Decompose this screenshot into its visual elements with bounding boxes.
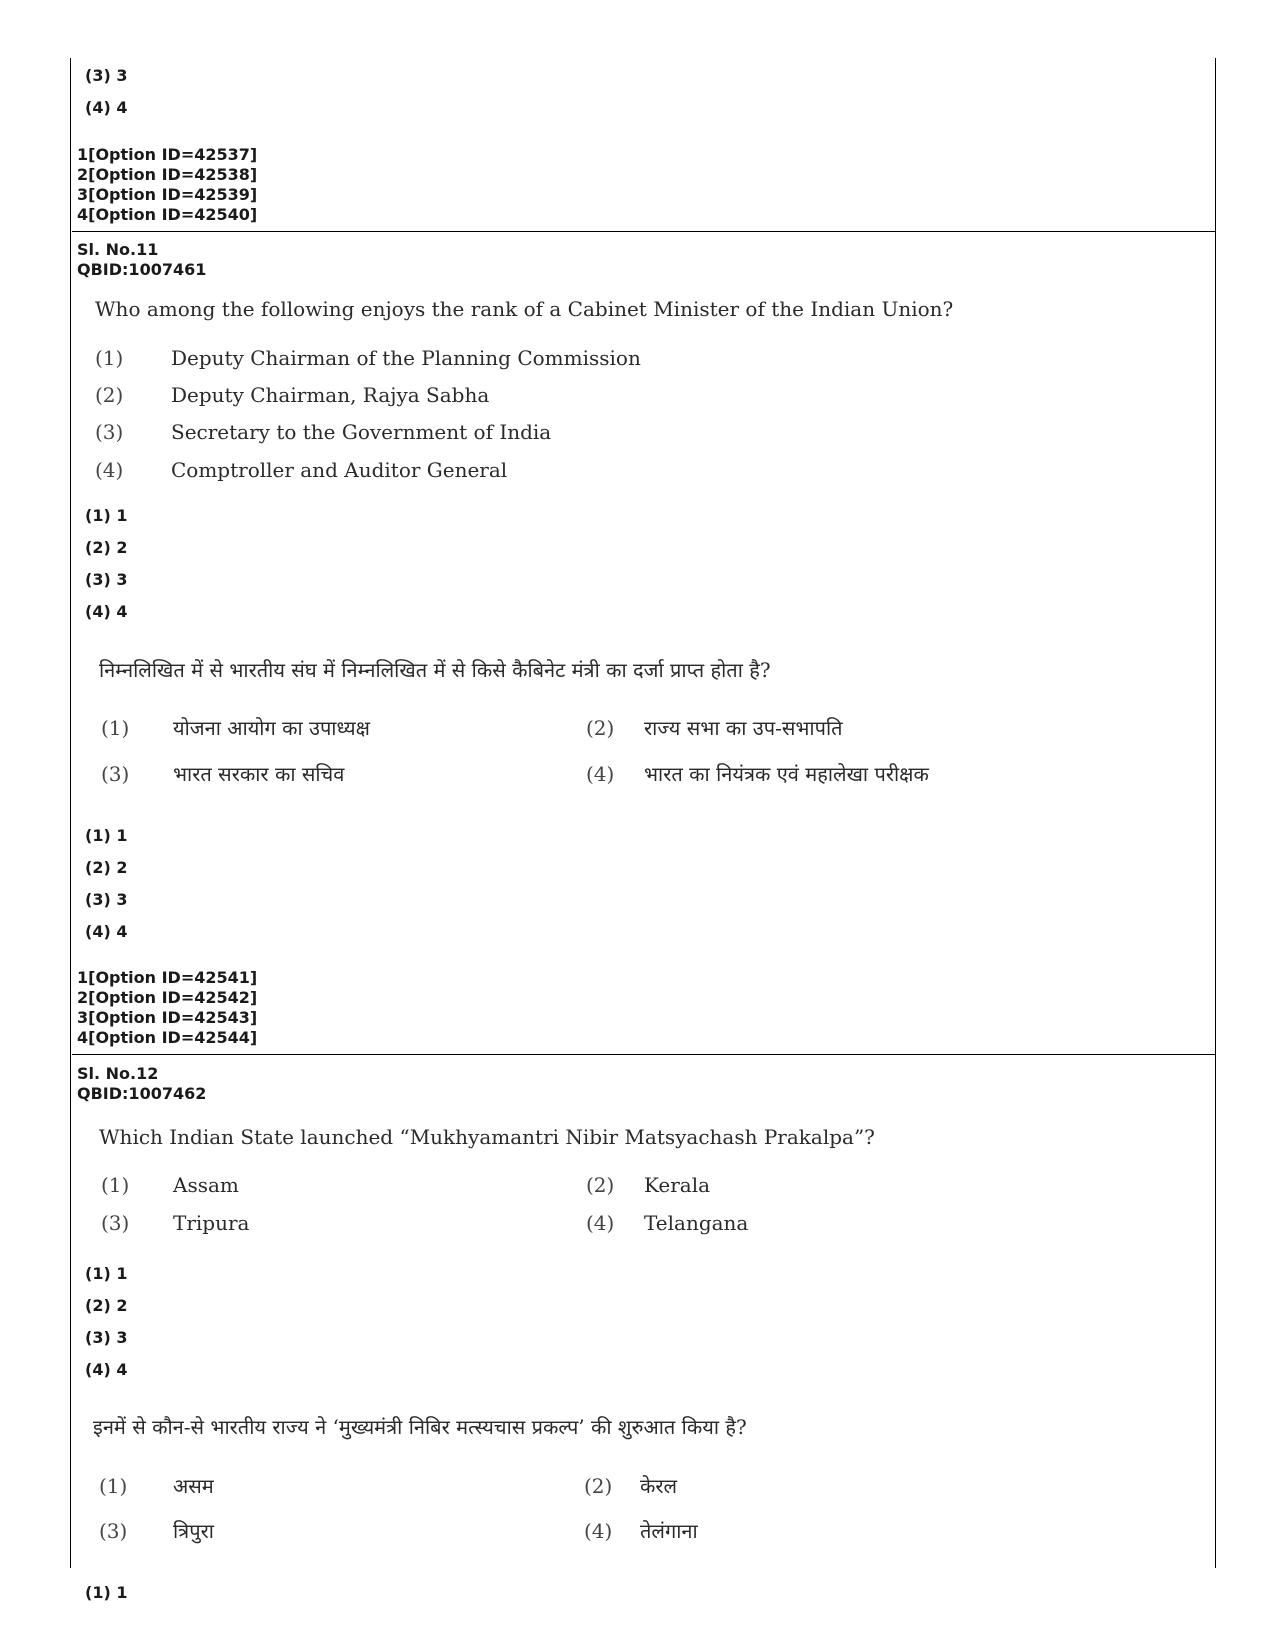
option-id: 1[Option ID=42541] (77, 968, 258, 987)
option-text: Assam (173, 1173, 239, 1197)
option-text-hi: केरल (640, 1474, 678, 1498)
option-text-hi: त्रिपुरा (173, 1519, 214, 1543)
option-id: 2[Option ID=42542] (77, 988, 258, 1007)
option-number: (4) (584, 1519, 613, 1543)
serial-number: Sl. No.12 (77, 1064, 159, 1083)
option-text-hi: भारत सरकार का सचिव (173, 762, 345, 786)
option-id: 1[Option ID=42537] (77, 145, 258, 164)
question-text-en: Who among the following enjoys the rank of a Cabinet Minister of the Indian Union? (95, 297, 954, 321)
option-number: (2) (584, 1474, 613, 1498)
question-text-hi: निम्नलिखित में से भारतीय संघ में निम्नलिखित में से किसे कैबिनेट मंत्री का दर्जा प्राप्त होता है? (99, 658, 771, 682)
option-number: (1) (101, 1173, 130, 1197)
answer-choice: (4) 4 (85, 98, 128, 117)
option-text: Deputy Chairman of the Planning Commission (171, 346, 641, 370)
option-text-hi: योजना आयोग का उपाध्यक्ष (173, 716, 370, 740)
divider-q11 (72, 231, 1216, 232)
right-border (1215, 58, 1216, 1568)
option-id: 2[Option ID=42538] (77, 165, 258, 184)
option-text: Deputy Chairman, Rajya Sabha (171, 383, 490, 407)
answer-choice: (3) 3 (85, 1328, 128, 1347)
option-number: (2) (586, 1173, 615, 1197)
option-number: (3) (101, 1211, 130, 1235)
qbid: QBID:1007461 (77, 260, 207, 279)
option-number: (4) (586, 1211, 615, 1235)
option-id: 3[Option ID=42543] (77, 1008, 258, 1027)
question-text-en: Which Indian State launched “Mukhyamantri Nibir Matsyachash Prakalpa”? (99, 1125, 875, 1149)
option-text-hi: राज्य सभा का उप-सभापति (644, 716, 843, 740)
answer-choice: (2) 2 (85, 1296, 128, 1315)
option-number: (1) (101, 716, 130, 740)
option-id: 4[Option ID=42540] (77, 205, 258, 224)
option-number: (1) (99, 1474, 128, 1498)
option-number: (1) (95, 346, 124, 370)
answer-choice: (3) 3 (85, 66, 128, 85)
answer-choice: (3) 3 (85, 570, 128, 589)
answer-choice: (4) 4 (85, 1360, 128, 1379)
option-id: 4[Option ID=42544] (77, 1028, 258, 1047)
option-text-hi: असम (173, 1474, 214, 1498)
option-text-hi: भारत का नियंत्रक एवं महालेखा परीक्षक (644, 762, 929, 786)
option-text: Comptroller and Auditor General (171, 458, 508, 482)
answer-choice: (1) 1 (85, 826, 128, 845)
serial-number: Sl. No.11 (77, 240, 159, 259)
answer-choice: (2) 2 (85, 538, 128, 557)
answer-choice: (3) 3 (85, 890, 128, 909)
option-number: (3) (101, 762, 130, 786)
answer-choice: (1) 1 (85, 1583, 128, 1602)
answer-choice: (2) 2 (85, 858, 128, 877)
qbid: QBID:1007462 (77, 1084, 207, 1103)
answer-choice: (4) 4 (85, 602, 128, 621)
option-text: Kerala (644, 1173, 711, 1197)
option-text-hi: तेलंगाना (640, 1519, 698, 1543)
left-border (70, 58, 71, 1568)
answer-choice: (1) 1 (85, 1264, 128, 1283)
option-number: (4) (586, 762, 615, 786)
option-number: (4) (95, 458, 124, 482)
question-text-hi: इनमें से कौन-से भारतीय राज्य ने ‘मुख्यमंत्री निबिर मत्स्यचास प्रकल्प’ की शुरुआत किया है? (93, 1415, 747, 1439)
option-id: 3[Option ID=42539] (77, 185, 258, 204)
option-text: Secretary to the Government of India (171, 420, 552, 444)
option-number: (3) (95, 420, 124, 444)
option-text: Tripura (173, 1211, 250, 1235)
divider-q12 (72, 1054, 1216, 1055)
answer-choice: (4) 4 (85, 922, 128, 941)
option-number: (2) (586, 716, 615, 740)
answer-choice: (1) 1 (85, 506, 128, 525)
option-number: (3) (99, 1519, 128, 1543)
option-number: (2) (95, 383, 124, 407)
option-text: Telangana (644, 1211, 749, 1235)
